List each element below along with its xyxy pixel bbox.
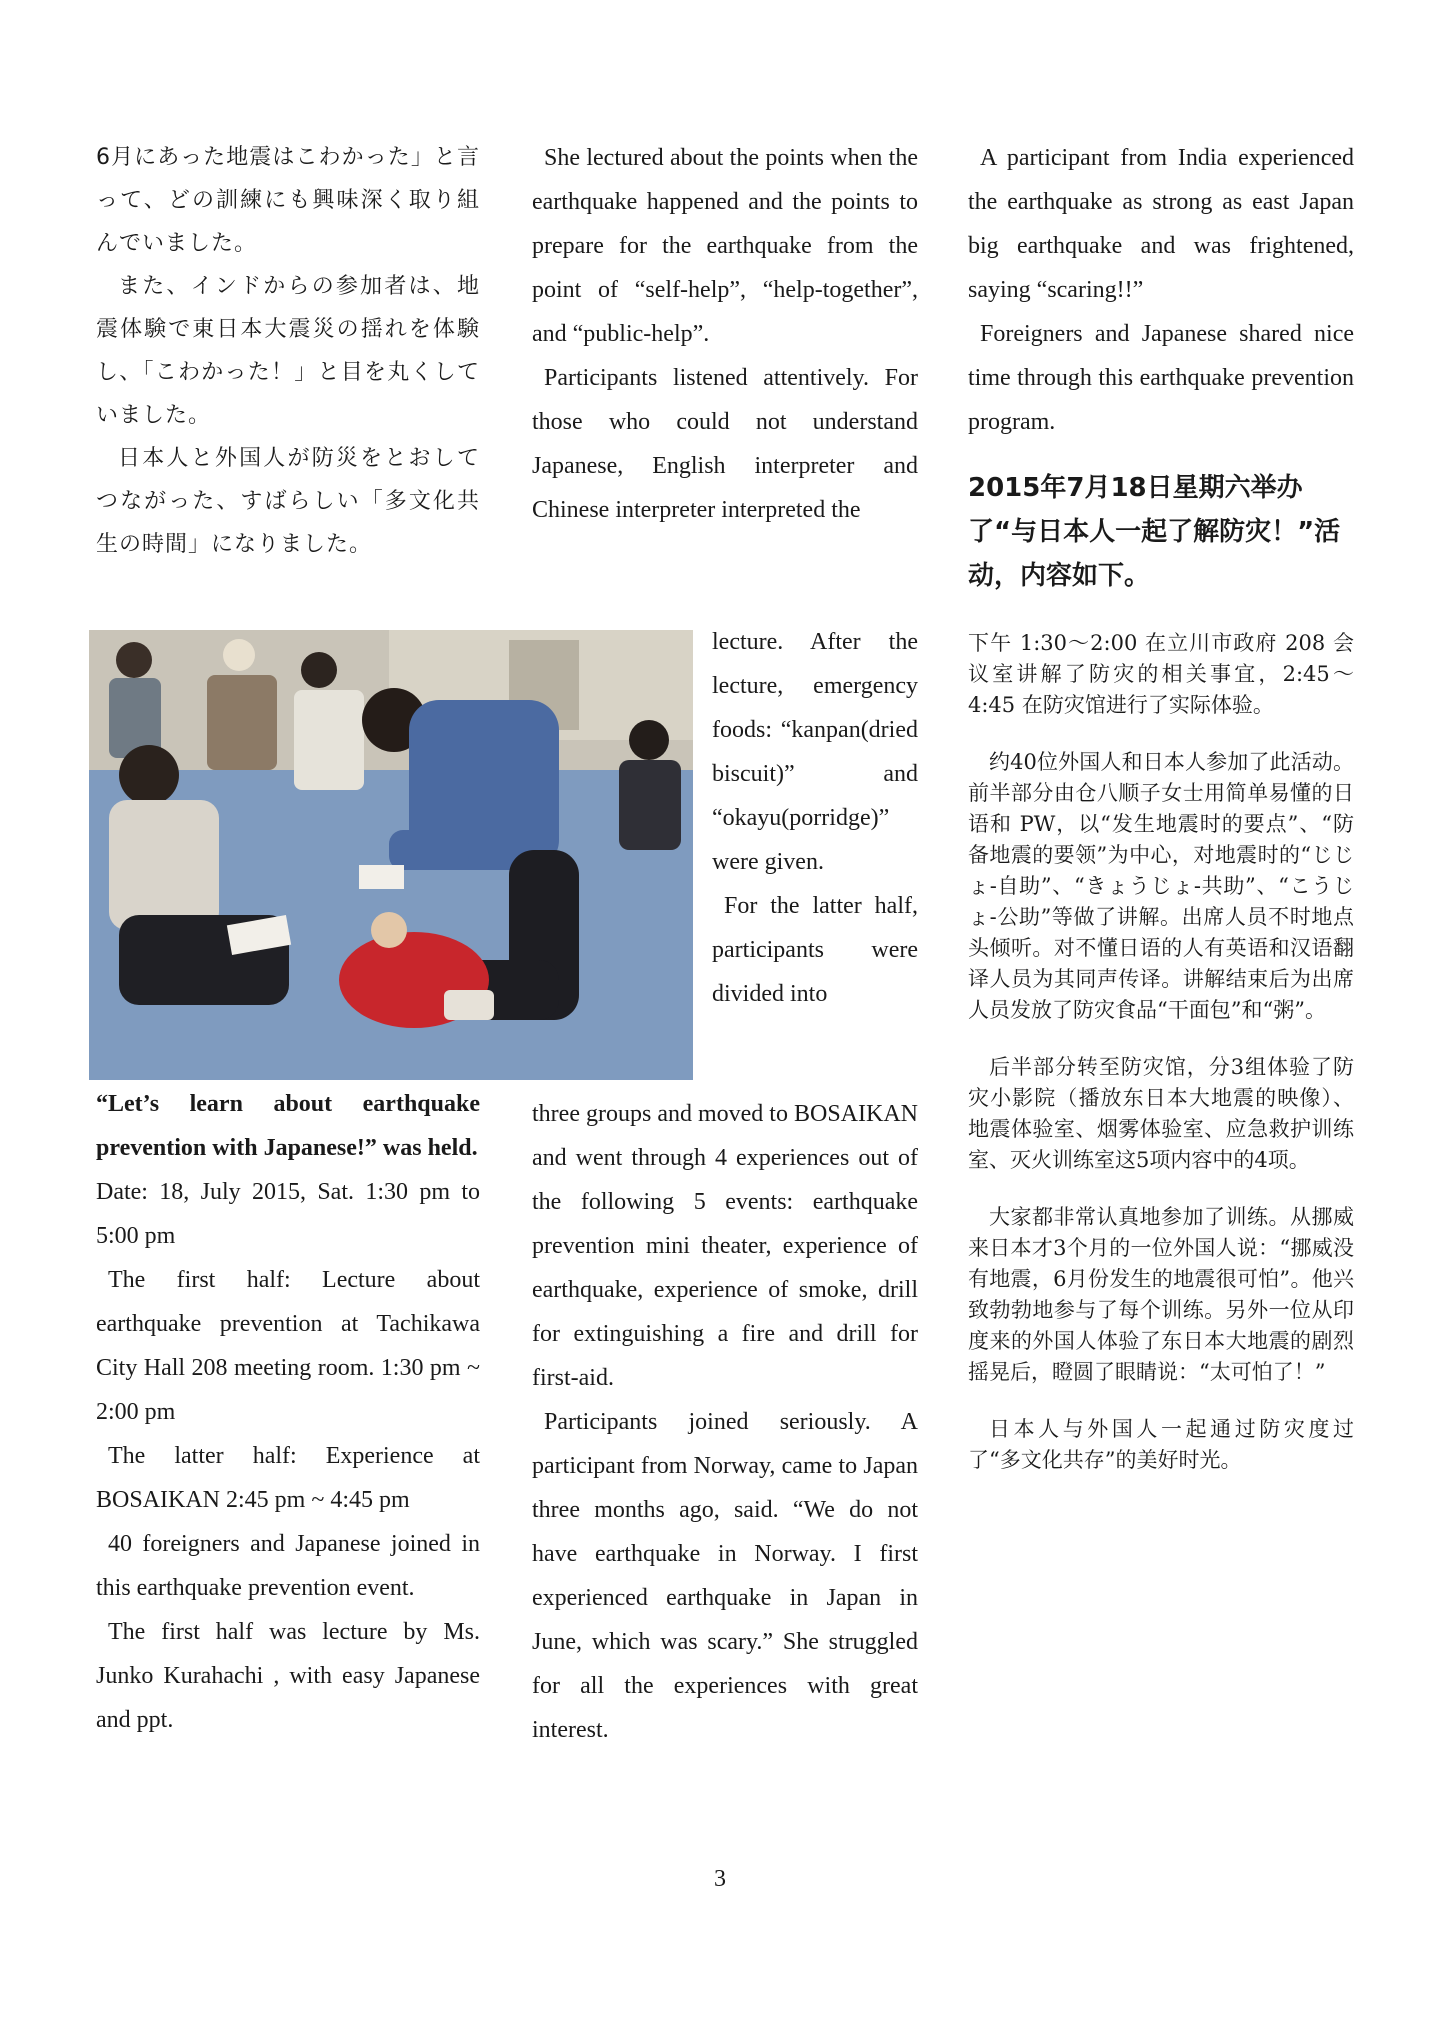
interpreters-paragraph: Participants listened attentively. For those who could not understand Japanese, English interpreter and Chinese interpreter interpreted the [532,365,918,523]
norway-participant-paragraph: Participants joined seriously. A participant from Norway, came to Japan three months ago, said. “We do not have earthquake in Norway. I first experienced earthquake in Japan in June, which was scary.” She struggled for all the experiences with great interest. [532,1409,918,1743]
jp-paragraph-2: また、インドからの参加者は、地震体験で東日本大震災の揺れを体験し、「こわかった！」と目を丸くしていました。 [96,274,480,428]
latter-half-info: The latter half: Experience at BOSAIKAN 2:45 pm ~ 4:45 pm [96,1443,480,1513]
cpr-training-photo [89,630,693,1080]
zh-lecture-paragraph: 约40位外国人和日本人参加了此活动。前半部分由仓八顺子女士用简单易懂的日语和 PW，以“发生地震时的要点”、“防备地震的要领”为中心，对地震时的“じじょ-自助”、“きょうじょ-共助”、“こうじょ-公助”等做了讲解。出席人员不时地点头倾听。对不懂日语的人有英语和汉语翻译人员为其同声传译。讲解结束后为出席人员发放了防灾食品“干面包”和“粥”。 [968,750,1354,1022]
middle-column-bottom [532,1092,918,1752]
jp-paragraph-3: 日本人と外国人が防災をとおしてつながった、すばらしい「多文化共生の時間」になりました。 [96,446,480,557]
left-column-english [96,1082,480,1742]
latter-half-paragraph-start: For the latter half, participants were divided into [712,893,918,1007]
zh-schedule-paragraph: 下午 1:30～2:00 在立川市政府 208 会议室讲解了防灾的相关事宜，2:45～4:45 在防灾馆进行了实际体验。 [968,631,1354,717]
participants-info: 40 foreigners and Japanese joined in this earthquake prevention event. [96,1531,480,1601]
first-half-info: The first half: Lecture about earthquake prevention at Tachikawa City Hall 208 meeting room. 1:30 pm ~ 2:00 pm [96,1267,480,1425]
zh-closing-paragraph: 日本人与外国人一起通过防灾度过了“多文化共存”的美好时光。 [968,1417,1354,1472]
event-heading: “Let’s learn about earthquake prevention with Japanese!” was held. [96,1091,480,1161]
left-column [96,136,480,566]
right-column [968,136,1354,1476]
middle-wrap-column [712,620,918,1016]
jp-paragraph-1: 6月にあった地震はこわかった」と言って、どの訓練にも興味深く取り組んでいました。 [96,145,480,256]
cpr-training-illustration [89,630,693,1080]
chinese-heading: 2015年7月18日星期六举办了“与日本人一起了解防灾！”活动，内容如下。 [968,473,1341,591]
emergency-foods-paragraph: lecture. After the lecture, emergency foods: “kanpan(dried biscuit)” and “okayu(porridge)” were given. [712,629,918,875]
lecture-info: The first half was lecture by Ms. Junko Kurahachi , with easy Japanese and ppt. [96,1619,480,1733]
event-date: Date: 18, July 2015, Sat. 1:30 pm to 5:00 pm [96,1179,480,1249]
zh-latter-half-paragraph: 后半部分转至防灾馆，分3组体验了防灾小影院（播放东日本大地震的映像）、地震体验室、烟雾体验室、应急救护训练室、灭火训练室这5项内容中的4项。 [968,1055,1354,1172]
bosaikan-experiences-paragraph: three groups and moved to BOSAIKAN and went through 4 experiences out of the following 5 events: earthquake prevention mini theater, experience of earthquake, experience of smoke, drill for extinguishing a fire and drill for first-aid. [532,1101,918,1391]
middle-column [532,136,918,532]
shared-time-paragraph: Foreigners and Japanese shared nice time through this earthquake prevention program. [968,321,1354,435]
page-number: 3 [714,1866,726,1892]
lecture-points-paragraph: She lectured about the points when the earthquake happened and the points to prepare for the earthquake from the point of “self-help”, “help-together”, and “public-help”. [532,145,918,347]
india-participant-paragraph: A participant from India experienced the earthquake as strong as east Japan big earthquake and was frightened, saying “scaring!!” [968,145,1354,303]
zh-participants-paragraph: 大家都非常认真地参加了训练。从挪威来日本才3个月的一位外国人说：“挪威没有地震，6月份发生的地震很可怕”。他兴致勃勃地参与了每个训练。另外一位从印度来的外国人体验了东日本大地震的剧烈摇晃后，瞪圆了眼睛说：“太可怕了！” [968,1205,1354,1384]
